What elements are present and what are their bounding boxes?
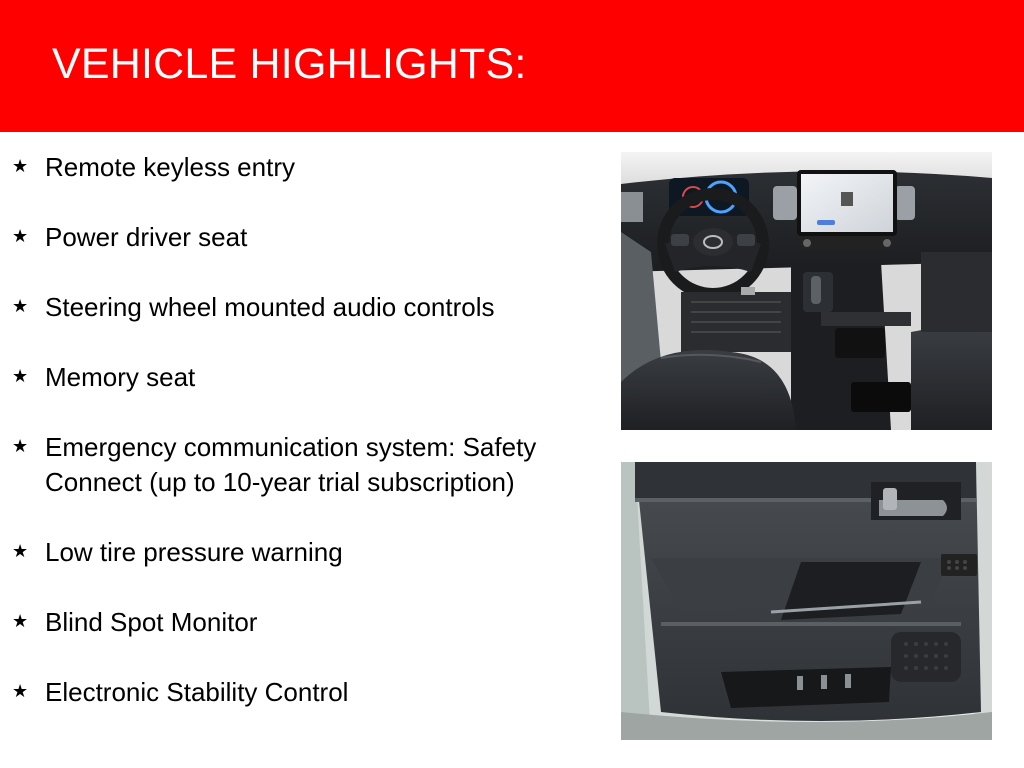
feature-item — [12, 605, 592, 640]
star-bullet-icon: ★ — [12, 226, 29, 246]
feature-label: Memory seat — [45, 362, 196, 392]
feature-item — [12, 675, 592, 710]
feature-item — [12, 430, 592, 500]
feature-label: Remote keyless entry — [45, 152, 295, 182]
feature-item — [12, 535, 592, 570]
feature-list — [12, 150, 592, 745]
interior-dashboard-photo — [621, 152, 992, 430]
star-bullet-icon: ★ — [12, 296, 29, 316]
feature-item — [12, 360, 592, 395]
feature-label: Emergency communication system: Safety Connect (up to 10-year trial subscription) — [45, 432, 537, 497]
star-bullet-icon: ★ — [12, 541, 29, 561]
star-bullet-icon: ★ — [12, 611, 29, 631]
page-title: VEHICLE HIGHLIGHTS: — [52, 40, 527, 88]
feature-label: Electronic Stability Control — [45, 677, 349, 707]
feature-label: Power driver seat — [45, 222, 248, 252]
feature-item — [12, 150, 592, 185]
feature-item — [12, 290, 592, 325]
star-bullet-icon: ★ — [12, 156, 29, 176]
feature-item — [12, 220, 592, 255]
header-banner — [0, 0, 1024, 132]
door-panel-photo — [621, 462, 992, 740]
star-bullet-icon: ★ — [12, 681, 29, 701]
star-bullet-icon: ★ — [12, 366, 29, 386]
feature-label: Blind Spot Monitor — [45, 607, 258, 637]
feature-label: Low tire pressure warning — [45, 537, 343, 567]
star-bullet-icon: ★ — [12, 436, 29, 456]
feature-label: Steering wheel mounted audio controls — [45, 292, 495, 322]
